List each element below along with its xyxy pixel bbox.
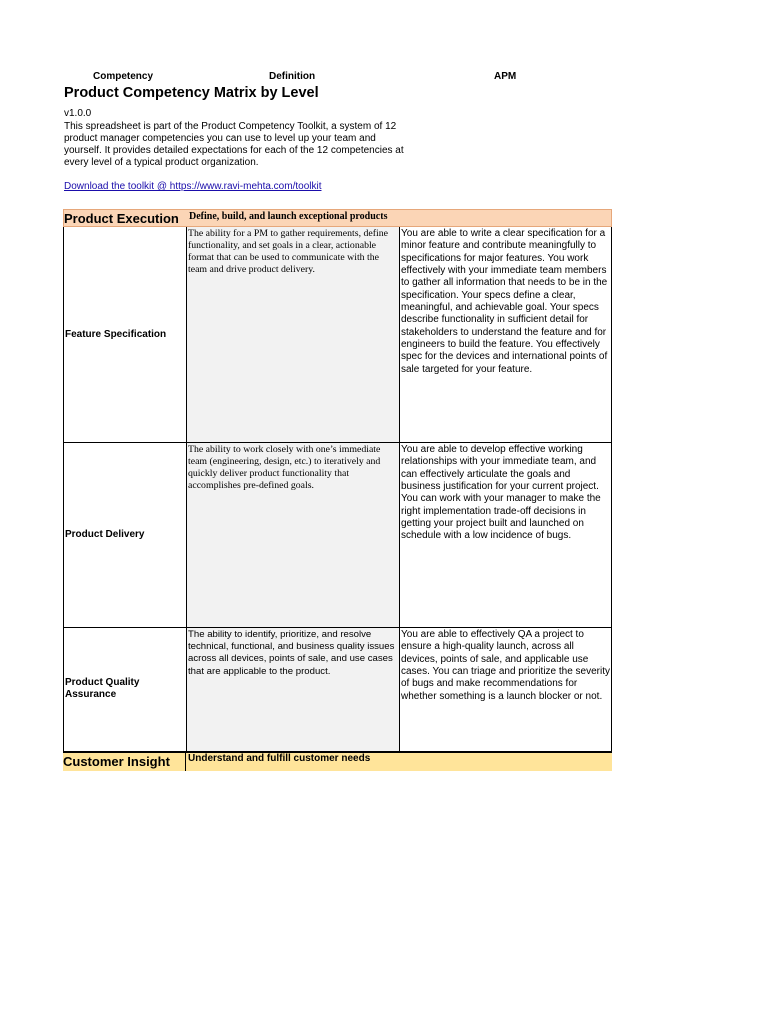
toolkit-download-link[interactable]: Download the toolkit @ https://www.ravi-mehta.com/toolkit xyxy=(64,181,322,192)
apm-cell: You are able to write a clear specification for a minor feature and contribute meaningfully to specifications for major features. You work effectively with your immediate team members to gather all information that needs to be in the specification. Your specs define a clear, meaningful, and achievable goal. Your specs describe functionality in sufficient detail for stakeholders to understand the feature and for engineers to build the feature. You effectively spec for the devices and international points of sale targeted for your feature. xyxy=(400,227,612,443)
competency-name-cell xyxy=(63,628,186,752)
competency-name: Product Quality Assurance xyxy=(65,677,140,700)
page-title: Product Competency Matrix by Level xyxy=(64,85,319,101)
version-label: v1.0.0 xyxy=(64,108,92,119)
competency-row-feature-specification xyxy=(63,227,612,443)
section-title: Product Execution xyxy=(64,211,179,226)
cell-divider xyxy=(185,753,186,771)
section-description: Understand and fulfill customer needs xyxy=(188,753,371,764)
competency-row-product-delivery xyxy=(63,443,612,628)
apm-cell: You are able to develop effective working relationships with your immediate team, and can effectively articulate the goals and business justification for your current project. You can work with your manager to make the right implementation trade-off decisions in getting your project built and launched on schedule with a low incidence of bugs. xyxy=(400,443,612,628)
apm-cell: You are able to effectively QA a project to ensure a high-quality launch, across all devices, points of sale, and applicable use cases. You can triage and prioritize the severity of bugs and make recommendations for whether something is a launch blocker or not. xyxy=(400,628,612,752)
section-header-customer-insight xyxy=(63,752,612,771)
competency-name: Product Delivery xyxy=(65,529,145,540)
definition-cell: The ability to identify, prioritize, and resolve technical, functional, and business quality issues across all devices, points of sale, and use cases that are applicable to the product. xyxy=(186,628,400,752)
column-header-competency: Competency xyxy=(93,71,154,82)
column-header-apm: APM xyxy=(494,71,517,82)
competency-name: Feature Specification xyxy=(65,329,167,340)
section-title: Customer Insight xyxy=(63,754,170,769)
competency-row-product-quality-assurance xyxy=(63,628,612,752)
intro-paragraph: This spreadsheet is part of the Product Competency Toolkit, a system of 12 product manager competencies you can use to level up your team and yourself. It provides detailed expectations for each of the 12 competencies at every level of a typical product organization. xyxy=(64,121,404,168)
definition-cell: The ability for a PM to gather requirements, define functionality, and set goals in a clear, actionable format that can be used to communicate with the team and drive product delivery. xyxy=(186,227,400,443)
competency-name-cell xyxy=(63,443,186,628)
competency-name-cell xyxy=(63,227,186,443)
section-header-product-execution xyxy=(63,209,612,227)
definition-cell: The ability to work closely with one’s immediate team (engineering, design, etc.) to iteratively and quickly deliver product functionality that accomplishes pre-defined goals. xyxy=(186,443,400,628)
column-header-definition: Definition xyxy=(269,71,316,82)
section-description: Define, build, and launch exceptional products xyxy=(189,211,388,222)
